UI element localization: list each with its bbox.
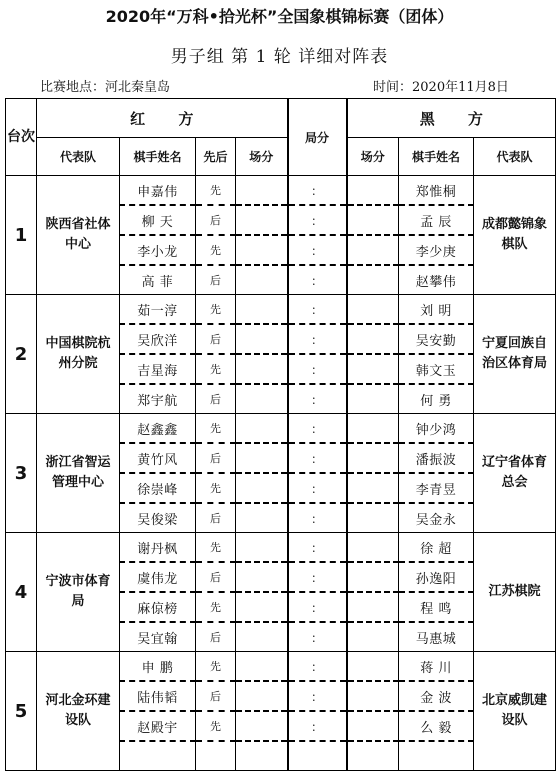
black-player-name: 么 毅	[399, 711, 474, 741]
black-field-score	[347, 205, 399, 235]
order-mark: 先	[196, 354, 236, 384]
red-player-name: 徐崇峰	[120, 473, 196, 503]
black-field-score	[347, 473, 399, 503]
game-score: ：	[288, 592, 347, 622]
black-field-score	[347, 652, 399, 682]
red-field-score	[236, 384, 288, 414]
pairing-table	[5, 98, 556, 771]
game-score: ：	[288, 622, 347, 652]
red-player-name: 申 鹏	[120, 652, 196, 682]
page-subtitle: 男子组 第 1 轮 详细对阵表	[170, 47, 389, 67]
game-row	[6, 652, 556, 682]
black-field-score	[347, 384, 399, 414]
red-field-score	[236, 414, 288, 444]
game-score: ：	[288, 562, 347, 592]
red-field-score	[236, 711, 288, 741]
venue-text: 比赛地点：河北秦皇岛	[40, 80, 171, 95]
red-field-score	[236, 443, 288, 473]
order-mark: 先	[196, 235, 236, 265]
game-row	[6, 533, 556, 563]
order-mark: 后	[196, 443, 236, 473]
order-mark: 后	[196, 205, 236, 235]
red-field-score	[236, 473, 288, 503]
game-score: ：	[288, 652, 347, 682]
black-side-header: 黑 方	[347, 99, 556, 138]
board-number: 4	[6, 533, 37, 652]
board-number: 5	[6, 652, 37, 771]
order-mark: 后	[196, 681, 236, 711]
red-team-name: 河北金环建设队	[37, 652, 120, 771]
board-header: 台次	[6, 99, 37, 176]
red-team-name: 陕西省社体中心	[37, 176, 120, 295]
black-field-score	[347, 622, 399, 652]
order-mark: 先	[196, 473, 236, 503]
black-player-name: 孟 辰	[399, 205, 474, 235]
black-field-score	[347, 265, 399, 295]
order-mark: 先	[196, 295, 236, 325]
order-mark: 后	[196, 503, 236, 533]
red-field-score	[236, 622, 288, 652]
red-field-score	[236, 533, 288, 563]
order-mark: 后	[196, 384, 236, 414]
black-field-score	[347, 414, 399, 444]
black-player-name: 孙逸阳	[399, 562, 474, 592]
game-score: ：	[288, 235, 347, 265]
game-score: ：	[288, 265, 347, 295]
black-field-score	[347, 741, 399, 771]
red-player-name: 谢丹枫	[120, 533, 196, 563]
black-field-score	[347, 592, 399, 622]
red-player-name	[120, 741, 196, 771]
red-player-header: 棋手姓名	[120, 138, 196, 176]
red-team-name: 宁波市体育局	[37, 533, 120, 652]
order-mark: 后	[196, 265, 236, 295]
red-player-name: 陆伟韬	[120, 681, 196, 711]
match-score-header: 局分	[288, 99, 347, 176]
red-player-name: 茹一淳	[120, 295, 196, 325]
red-player-name: 赵鑫鑫	[120, 414, 196, 444]
red-field-score	[236, 503, 288, 533]
game-score: ：	[288, 473, 347, 503]
black-team-name: 成都懿锦象棋队	[474, 176, 556, 295]
game-score: ：	[288, 443, 347, 473]
red-field-score	[236, 324, 288, 354]
order-mark: 后	[196, 324, 236, 354]
black-field-score	[347, 324, 399, 354]
red-player-name: 吴宜翰	[120, 622, 196, 652]
black-player-name: 潘振波	[399, 443, 474, 473]
order-mark: 先	[196, 592, 236, 622]
red-field-score	[236, 562, 288, 592]
page-title: 2020年“万科•拾光杯”全国象棋锦标赛（团体）	[105, 7, 454, 26]
red-player-name: 郑宇航	[120, 384, 196, 414]
black-field-score	[347, 503, 399, 533]
game-score: ：	[288, 681, 347, 711]
red-player-name: 赵殿宇	[120, 711, 196, 741]
black-player-name: 徐 超	[399, 533, 474, 563]
game-score: ：	[288, 533, 347, 563]
game-score	[288, 741, 347, 771]
order-mark	[196, 741, 236, 771]
black-player-name: 赵攀伟	[399, 265, 474, 295]
game-row	[6, 176, 556, 206]
red-player-name: 吴俊梁	[120, 503, 196, 533]
red-player-name: 李小龙	[120, 235, 196, 265]
black-team-name: 江苏棋院	[474, 533, 556, 652]
black-team-name: 宁夏回族自治区体育局	[474, 295, 556, 414]
black-field-score	[347, 354, 399, 384]
red-field-score	[236, 176, 288, 206]
black-player-name: 何 勇	[399, 384, 474, 414]
order-mark: 后	[196, 562, 236, 592]
red-player-name: 高 菲	[120, 265, 196, 295]
red-team-name: 中国棋院杭州分院	[37, 295, 120, 414]
order-mark: 先	[196, 652, 236, 682]
red-player-name: 吉星海	[120, 354, 196, 384]
black-player-name: 郑惟桐	[399, 176, 474, 206]
board-number: 2	[6, 295, 37, 414]
game-score: ：	[288, 711, 347, 741]
black-field-score	[347, 235, 399, 265]
red-team-header: 代表队	[37, 138, 120, 176]
game-row	[6, 295, 556, 325]
board-number: 3	[6, 414, 37, 533]
red-field-score	[236, 205, 288, 235]
black-player-name	[399, 741, 474, 771]
game-row	[6, 414, 556, 444]
red-field-score	[236, 652, 288, 682]
black-field-score	[347, 295, 399, 325]
black-player-name: 韩文玉	[399, 354, 474, 384]
game-score: ：	[288, 205, 347, 235]
red-player-name: 吴欣洋	[120, 324, 196, 354]
red-field-score	[236, 681, 288, 711]
black-team-header: 代表队	[474, 138, 556, 176]
black-player-name: 程 鸣	[399, 592, 474, 622]
game-score: ：	[288, 414, 347, 444]
black-player-name: 钟少鸿	[399, 414, 474, 444]
board-number: 1	[6, 176, 37, 295]
black-player-name: 吴安勤	[399, 324, 474, 354]
black-player-name: 蒋 川	[399, 652, 474, 682]
red-player-name: 麻倞榜	[120, 592, 196, 622]
game-score: ：	[288, 324, 347, 354]
black-field-score	[347, 443, 399, 473]
red-team-name: 浙江省智运管理中心	[37, 414, 120, 533]
black-player-name: 马惠城	[399, 622, 474, 652]
game-score: ：	[288, 503, 347, 533]
black-player-name: 金 波	[399, 681, 474, 711]
game-score: ：	[288, 384, 347, 414]
black-player-name: 吴金永	[399, 503, 474, 533]
red-player-name: 申嘉伟	[120, 176, 196, 206]
red-field-score	[236, 741, 288, 771]
black-field-score	[347, 533, 399, 563]
red-field-score-header: 场分	[236, 138, 288, 176]
red-player-name: 黄竹风	[120, 443, 196, 473]
black-field-score	[347, 562, 399, 592]
red-side-header: 红 方	[37, 99, 288, 138]
game-score: ：	[288, 295, 347, 325]
red-field-score	[236, 265, 288, 295]
black-team-name: 辽宁省体育总会	[474, 414, 556, 533]
date-text: 时间：2020年11月8日	[373, 80, 509, 95]
order-mark: 先	[196, 533, 236, 563]
black-player-name: 李少庚	[399, 235, 474, 265]
black-player-name: 刘 明	[399, 295, 474, 325]
order-mark: 先	[196, 711, 236, 741]
red-field-score	[236, 235, 288, 265]
game-score: ：	[288, 176, 347, 206]
red-field-score	[236, 354, 288, 384]
order-mark: 先	[196, 414, 236, 444]
black-field-score-header: 场分	[347, 138, 399, 176]
order-mark: 先	[196, 176, 236, 206]
black-team-name: 北京威凯建设队	[474, 652, 556, 771]
black-field-score	[347, 681, 399, 711]
red-field-score	[236, 295, 288, 325]
order-mark: 后	[196, 622, 236, 652]
black-field-score	[347, 711, 399, 741]
red-field-score	[236, 592, 288, 622]
black-field-score	[347, 176, 399, 206]
order-header: 先后	[196, 138, 236, 176]
game-score: ：	[288, 354, 347, 384]
black-player-header: 棋手姓名	[399, 138, 474, 176]
red-player-name: 柳 天	[120, 205, 196, 235]
red-player-name: 虞伟龙	[120, 562, 196, 592]
black-player-name: 李青昱	[399, 473, 474, 503]
